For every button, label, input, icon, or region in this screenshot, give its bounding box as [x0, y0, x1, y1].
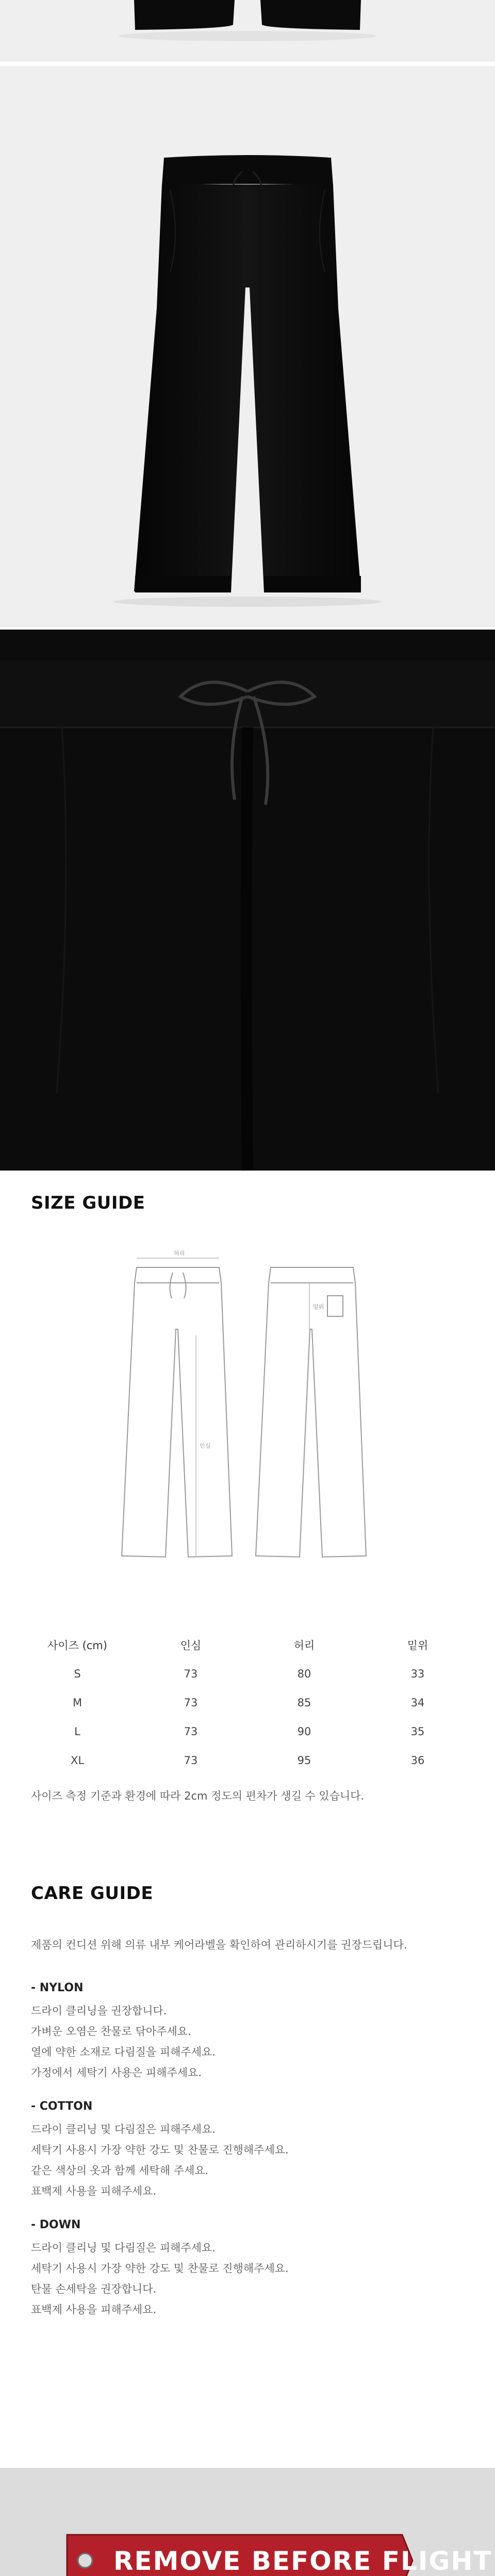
- table-row: [21, 1659, 474, 1688]
- care-guide-title: CARE GUIDE: [31, 1883, 154, 1904]
- sweatpants-image: [0, 66, 495, 628]
- pants-hem-image: [0, 0, 495, 62]
- care-group-cotton: [31, 2094, 464, 2201]
- care-line: 표백제 사용을 피해주세요.: [31, 2185, 157, 2197]
- waist-cell: 80: [297, 1668, 311, 1680]
- care-heading: - COTTON: [31, 2100, 93, 2113]
- care-line: 탄물 손세탁을 권장합니다.: [31, 2283, 157, 2295]
- product-photo-full: [0, 66, 495, 628]
- size-cell: M: [72, 1697, 82, 1709]
- keytag-remove-before-flight: [46, 2524, 492, 2576]
- inseam-measure-label: 인심: [200, 1443, 211, 1449]
- inseam-cell: 73: [184, 1725, 198, 1738]
- rise-cell: 33: [410, 1668, 425, 1680]
- inseam-cell: 73: [184, 1697, 198, 1709]
- size-table-header-cell: 인심: [180, 1639, 202, 1652]
- care-line: 열에 약한 소재로 다림질을 피해주세요.: [31, 2046, 216, 2058]
- waist-measure-label: 허리: [174, 1250, 185, 1257]
- care-guide-body: [31, 1935, 464, 2331]
- waist-cell: 95: [297, 1754, 311, 1767]
- care-line: 드라이 클리닝을 권장합니다.: [31, 2005, 167, 2017]
- size-table-header-cell: 허리: [293, 1639, 315, 1652]
- care-heading: - DOWN: [31, 2218, 81, 2231]
- care-line: 세탁기 사용시 가장 약한 강도 및 찬물로 진행해주세요.: [31, 2144, 289, 2156]
- care-heading: - NYLON: [31, 1981, 84, 1994]
- care-line: 가정에서 세탁기 사용은 피해주세요.: [31, 2066, 202, 2079]
- divider: [0, 62, 495, 64]
- rise-cell: 35: [410, 1725, 425, 1738]
- keytag-image: [46, 2524, 492, 2576]
- size-note: 사이즈 측정 기준과 환경에 따라 2cm 정도의 편차가 생길 수 있습니다.: [31, 1790, 365, 1802]
- product-photo-top: [0, 0, 495, 62]
- inseam-cell: 73: [184, 1668, 198, 1680]
- waist-cell: 85: [297, 1697, 311, 1709]
- waistband-detail-image: [0, 630, 495, 1171]
- keytag-photo-panel: [0, 2468, 495, 2576]
- keytag-text: REMOVE BEFORE FLIGHT: [113, 2546, 492, 2576]
- care-group-down: [31, 2213, 464, 2320]
- size-guide-title: SIZE GUIDE: [31, 1193, 145, 1213]
- care-line: 가벼운 오염은 찬물로 닦아주세요.: [31, 2025, 191, 2038]
- size-cell: L: [74, 1725, 80, 1738]
- size-table-header-cell: 밑위: [407, 1639, 428, 1652]
- care-line: 표백제 사용을 피해주세요.: [31, 2303, 157, 2316]
- size-table-header-cell: 사이즈 (cm): [47, 1639, 107, 1652]
- waist-cell: 90: [297, 1725, 311, 1738]
- product-photo-detail: [0, 630, 495, 1171]
- care-intro: 제품의 컨디션 위해 의류 내부 케어라벨을 확인하여 관리하시기를 권장드립니다.: [31, 1939, 407, 1951]
- table-row: [21, 1717, 474, 1746]
- size-table: [21, 1631, 474, 1775]
- rise-cell: 34: [410, 1697, 425, 1709]
- size-cell: S: [74, 1668, 81, 1680]
- care-line: 드라이 클리닝 및 다림질은 피해주세요.: [31, 2242, 216, 2254]
- size-diagram: [111, 1247, 384, 1577]
- pants-measurement-diagram: [111, 1247, 384, 1577]
- care-line: 드라이 클리닝 및 다림질은 피해주세요.: [31, 2123, 216, 2136]
- table-row: [21, 1688, 474, 1717]
- rise-measure-label: 밑위: [313, 1303, 324, 1310]
- size-table-header: [21, 1631, 474, 1659]
- care-group-nylon: [31, 1976, 464, 2083]
- inseam-cell: 73: [184, 1754, 198, 1767]
- care-line: 세탁기 사용시 가장 약한 강도 및 찬물로 진행해주세요.: [31, 2262, 289, 2275]
- rise-cell: 36: [410, 1754, 425, 1767]
- care-line: 같은 색상의 옷과 함께 세탁해 주세요.: [31, 2164, 209, 2177]
- size-cell: XL: [70, 1754, 85, 1767]
- table-row: [21, 1746, 474, 1775]
